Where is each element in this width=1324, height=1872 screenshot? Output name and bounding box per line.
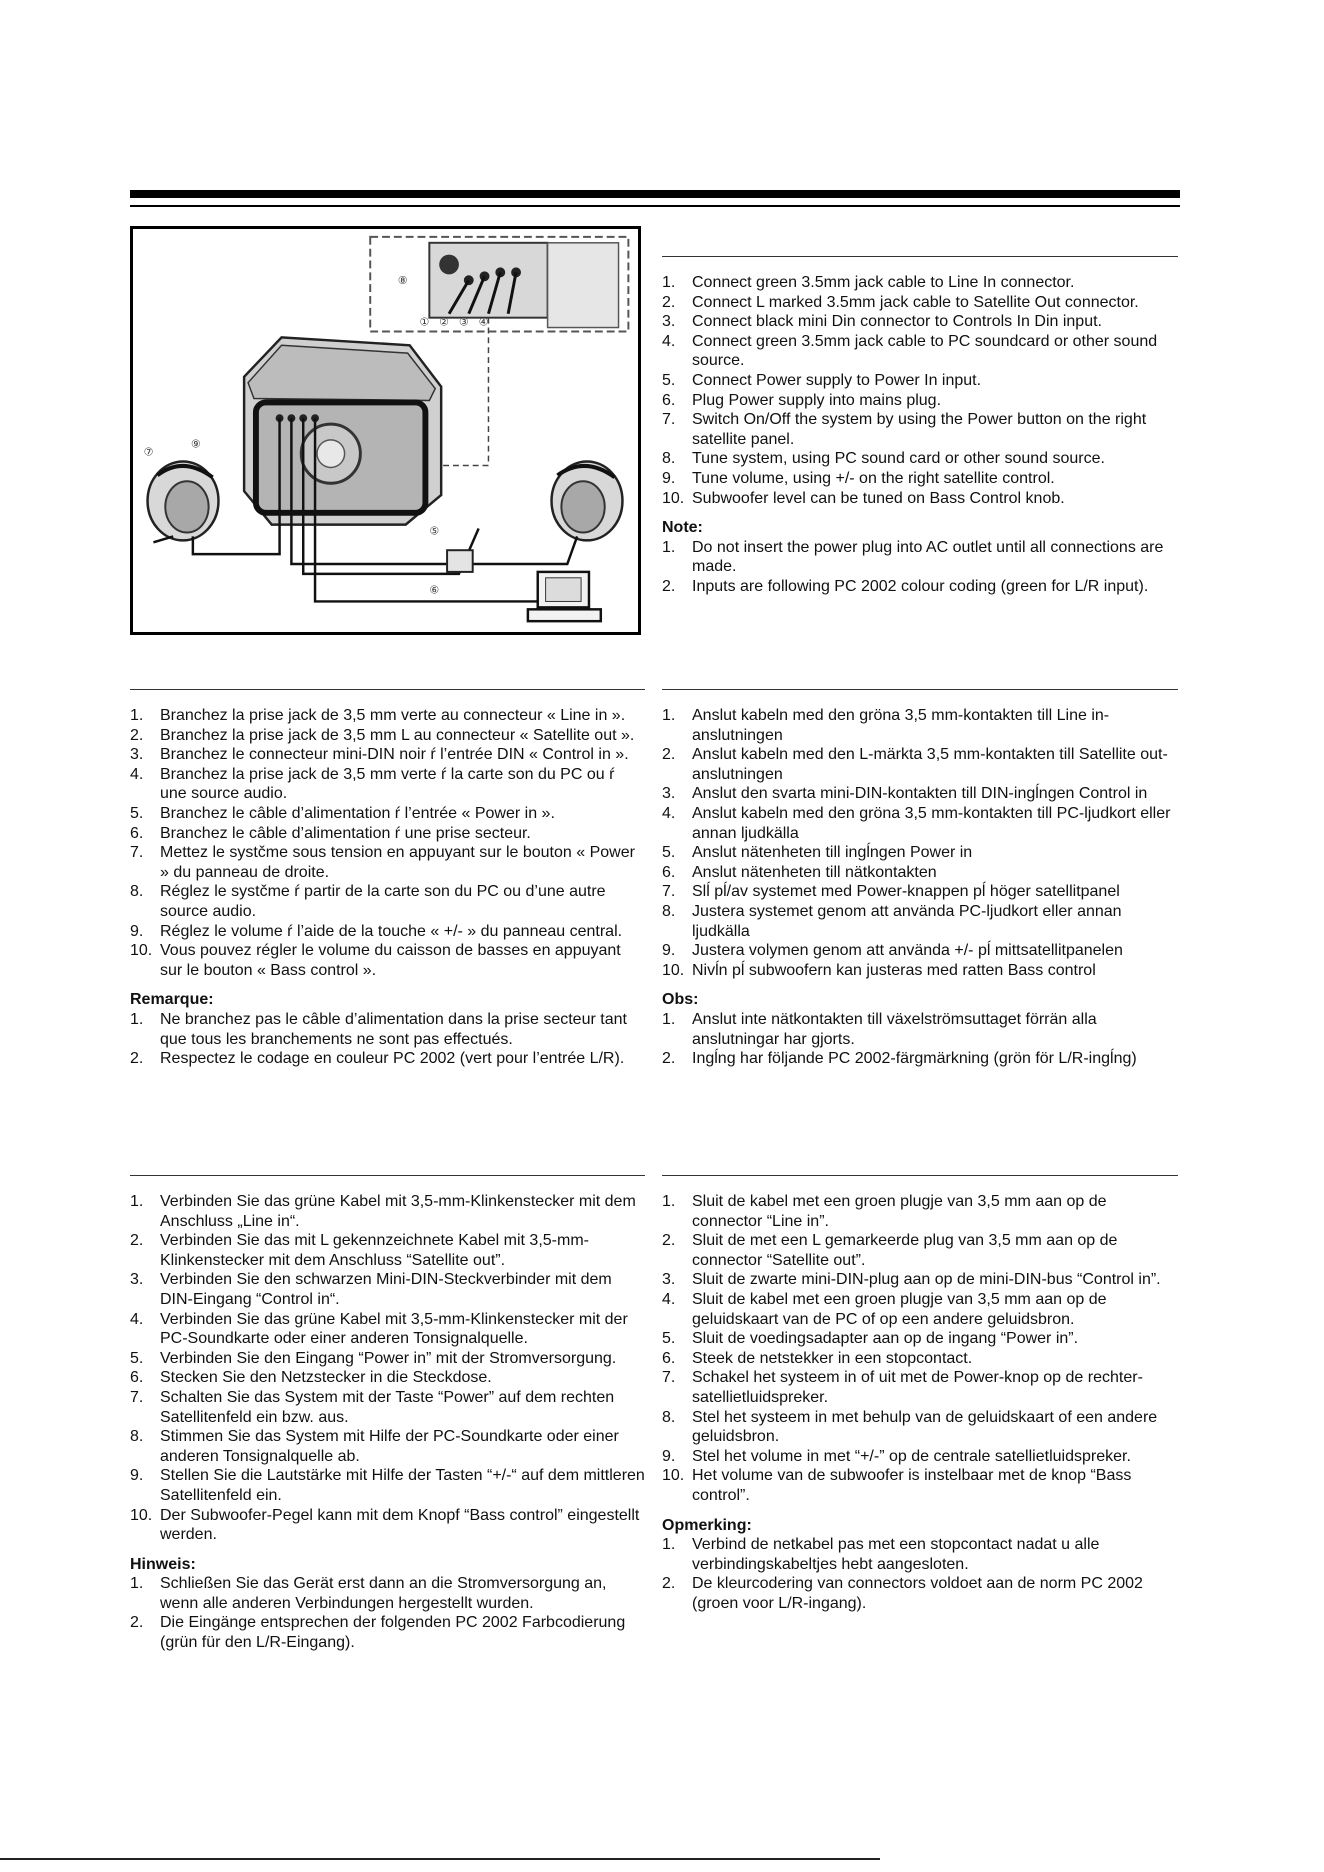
callout-4: ④ xyxy=(478,315,489,329)
list-item: 3. Anslut den svarta mini-DIN-kontakten till DIN-ingĺngen Control in xyxy=(662,785,1148,803)
note-heading: Note: xyxy=(662,519,703,537)
list-item: 5. Connect Power supply to Power In input. xyxy=(662,371,982,389)
list-item: 5. Sluit de voedingsadapter aan op de ingang “Power in”. xyxy=(662,1330,1079,1348)
steps-list xyxy=(662,1192,1178,1506)
list-item: 3. Branchez le connecteur mini-DIN noir ŕ l’entrée DIN « Control in ». xyxy=(130,746,629,764)
footer-rule xyxy=(0,1858,880,1860)
notes-list xyxy=(662,538,1178,597)
list-item: 1. Sluit de kabel met een groen plugje van 3,5 mm aan op de connector “Line in”. xyxy=(662,1193,1107,1230)
steps-list xyxy=(662,706,1178,980)
list-item: 5. Anslut nätenheten till ingĺngen Power in xyxy=(662,844,973,862)
notes-list xyxy=(130,1574,645,1652)
list-item: 4. Branchez la prise jack de 3,5 mm verte ŕ la carte son du PC ou ŕ une source audio. xyxy=(130,765,615,803)
callout-9: ⑨ xyxy=(190,437,201,451)
list-item: 6. Steek de netstekker in een stopcontact. xyxy=(662,1349,973,1367)
list-item: 4. Anslut kabeln med den gröna 3,5 mm-kontakten till PC-ljudkort eller annan ljudkälla xyxy=(662,804,1171,842)
list-item: 4. Connect green 3.5mm jack cable to PC soundcard or other sound source. xyxy=(662,332,1158,370)
list-item: 5. Verbinden Sie den Eingang “Power in” mit der Stromversorgung. xyxy=(130,1349,617,1367)
list-item: 1. Verbind de netkabel pas met een stopcontact nadat u alle verbindingskabeltjes hebt aangesloten. xyxy=(662,1536,1100,1573)
steps-list xyxy=(662,273,1178,508)
list-item: 3. Verbinden Sie den schwarzen Mini-DIN-Steckverbinder mit dem DIN-Eingang “Control in“. xyxy=(130,1271,612,1308)
list-item: 2. Branchez la prise jack de 3,5 mm L au connecteur « Satellite out ». xyxy=(130,726,635,744)
list-item: 8. Réglez le systčme ŕ partir de la carte son du PC ou d’une autre source audio. xyxy=(130,883,606,920)
list-item: 2. De kleurcodering van connectors voldoet aan de norm PC 2002 (groen voor L/R-ingang). xyxy=(662,1575,1143,1612)
note-heading: Remarque: xyxy=(130,991,214,1009)
note-heading: Opmerking: xyxy=(662,1516,752,1534)
section-rule xyxy=(662,256,1178,257)
list-item: 10. Subwoofer level can be tuned on Bass Control knob. xyxy=(662,489,1065,507)
power-adapter xyxy=(447,550,473,572)
callout-7: ⑦ xyxy=(143,445,154,459)
list-item: 1. Schließen Sie das Gerät erst dann an die Stromversorgung an, wenn alle anderen Verbindungen hergestellt wurden. xyxy=(130,1575,607,1612)
list-item: 7. Slĺ pĺ/av systemet med Power-knappen pĺ höger satellitpanel xyxy=(662,883,1120,901)
callout-5: ⑤ xyxy=(429,524,440,538)
list-item: 10. Het volume van de subwoofer is instelbaar met de knop “Bass control”. xyxy=(662,1467,1132,1504)
subwoofer xyxy=(244,337,441,524)
list-item: 2. Connect L marked 3.5mm jack cable to Satellite Out connector. xyxy=(662,293,1139,311)
notes-list xyxy=(662,1535,1178,1613)
list-item: 6. Plug Power supply into mains plug. xyxy=(662,391,942,409)
list-item: 9. Stel het volume in met “+/-” op de centrale satellietluidspreker. xyxy=(662,1447,1131,1465)
section-rule xyxy=(130,1175,645,1176)
list-item: 2. Verbinden Sie das mit L gekennzeichnete Kabel mit 3,5-mm-Klinkenstecker mit dem Anschluss “Satellite out”. xyxy=(130,1232,589,1269)
list-item: 4. Verbinden Sie das grüne Kabel mit 3,5-mm-Klinkenstecker mit der PC-Soundkarte oder einer anderen Tonsignalquelle. xyxy=(130,1310,628,1348)
connector-panel-inset xyxy=(370,237,628,332)
list-item: 1. Verbinden Sie das grüne Kabel mit 3,5-mm-Klinkenstecker mit dem Anschluss „Line in“. xyxy=(130,1193,636,1230)
steps-list xyxy=(130,1192,645,1545)
notes-list xyxy=(130,1010,645,1069)
instructions-french xyxy=(130,689,645,1069)
left-satellite-speaker xyxy=(148,462,219,541)
list-item: 2. Inputs are following PC 2002 colour coding (green for L/R input). xyxy=(662,577,1149,595)
list-item: 7. Switch On/Off the system by using the Power button on the right satellite panel. xyxy=(662,411,1147,448)
list-item: 1. Branchez la prise jack de 3,5 mm verte au connecteur « Line in ». xyxy=(130,707,626,724)
list-item: 4. Sluit de kabel met een groen plugje van 3,5 mm aan op de geluidskaart van de PC of op een andere geluidsbron. xyxy=(662,1290,1107,1328)
instructions-dutch xyxy=(662,1175,1178,1613)
callout-3: ③ xyxy=(458,315,469,329)
list-item: 7. Mettez le systčme sous tension en appuyant sur le bouton « Power » du panneau de droite. xyxy=(130,844,635,881)
header-rule-thick xyxy=(130,190,1180,198)
list-item: 2. Respectez le codage en couleur PC 2002 (vert pour l’entrée L/R). xyxy=(130,1050,625,1068)
list-item: 8. Stel het systeem in met behulp van de geluidskaart of een andere geluidsbron. xyxy=(662,1408,1158,1446)
list-item: 1. Do not insert the power plug into AC outlet until all connections are made. xyxy=(662,538,1164,576)
list-item: 9. Stellen Sie die Lautstärke mit Hilfe der Tasten “+/-“ auf dem mittleren Satellitenfeld ein. xyxy=(130,1467,645,1504)
list-item: 1. Anslut inte nätkontakten till växelströmsuttaget förrän alla anslutningar har gjorts. xyxy=(662,1010,1097,1048)
list-item: 2. Ingĺng har följande PC 2002-färgmärkning (grön för L/R-ingĺng) xyxy=(662,1050,1137,1068)
list-item: 10. Der Subwoofer-Pegel kann mit dem Knopf “Bass control” eingestellt werden. xyxy=(130,1506,640,1544)
callout-6: ⑥ xyxy=(429,583,440,597)
section-rule xyxy=(662,1175,1178,1176)
section-rule xyxy=(662,689,1178,690)
list-item: 8. Justera systemet genom att använda PC-ljudkort eller annan ljudkälla xyxy=(662,902,1122,940)
list-item: 5. Branchez le câble d’alimentation ŕ l’entrée « Power in ». xyxy=(130,804,555,822)
list-item: 9. Tune volume, using +/- on the right satellite control. xyxy=(662,469,1055,487)
list-item: 1. Connect green 3.5mm jack cable to Line In connector. xyxy=(662,274,1075,291)
instructions-english xyxy=(662,256,1178,597)
list-item: 8. Tune system, using PC sound card or other sound source. xyxy=(662,450,1105,468)
header-rule-thin xyxy=(130,205,1180,207)
list-item: 3. Sluit de zwarte mini-DIN-plug aan op de mini-DIN-bus “Control in”. xyxy=(662,1271,1161,1289)
list-item: 1. Ne branchez pas le câble d’alimentation dans la prise secteur tant que tous les branchements ne sont pas effectués. xyxy=(130,1010,627,1048)
list-item: 10. Vous pouvez régler le volume du caisson de basses en appuyant sur le bouton « Bass control ». xyxy=(130,942,621,979)
connection-diagram xyxy=(130,226,641,635)
list-item: 3. Connect black mini Din connector to Controls In Din input. xyxy=(662,313,1102,331)
list-item: 7. Schakel het systeem in of uit met de Power-knop op de rechter-satellietluidspreker. xyxy=(662,1369,1143,1406)
callout-8: ⑧ xyxy=(397,274,408,288)
instructions-german xyxy=(130,1175,645,1653)
instructions-swedish xyxy=(662,689,1178,1069)
callout-2: ② xyxy=(439,315,449,329)
list-item: 7. Schalten Sie das System mit der Taste “Power” auf dem rechten Satellitenfeld ein bzw. aus. xyxy=(130,1388,615,1426)
list-item: 10. Nivĺn pĺ subwoofern kan justeras med ratten Bass control xyxy=(662,961,1096,979)
notes-list xyxy=(662,1010,1178,1069)
list-item: 9. Réglez le volume ŕ l’aide de la touche « +/- » du panneau central. xyxy=(130,922,623,940)
steps-list xyxy=(130,706,645,980)
list-item: 8. Stimmen Sie das System mit Hilfe der PC-Soundkarte oder einer anderen Tonsignalquelle ab. xyxy=(130,1428,619,1465)
list-item: 9. Justera volymen genom att använda +/- pĺ mittsatellitpanelen xyxy=(662,942,1123,960)
list-item: 2. Sluit de met een L gemarkeerde plug van 3,5 mm aan op de connector “Satellite out”. xyxy=(662,1232,1118,1269)
note-heading: Hinweis: xyxy=(130,1555,196,1573)
callout-1: ① xyxy=(419,315,430,329)
list-item: 6. Stecken Sie den Netzstecker in die Steckdose. xyxy=(130,1369,492,1387)
list-item: 1. Anslut kabeln med den gröna 3,5 mm-kontakten till Line in-anslutningen xyxy=(662,707,1110,744)
list-item: 2. Anslut kabeln med den L-märkta 3,5 mm-kontakten till Satellite out-anslutningen xyxy=(662,746,1168,783)
list-item: 6. Anslut nätenheten till nätkontakten xyxy=(662,863,937,881)
note-heading: Obs: xyxy=(662,991,699,1009)
right-satellite-speaker xyxy=(552,462,623,541)
pc-illustration xyxy=(528,572,601,621)
section-rule xyxy=(130,689,645,690)
list-item: 6. Branchez le câble d’alimentation ŕ une prise secteur. xyxy=(130,824,531,842)
list-item: 2. Die Eingänge entsprechen der folgenden PC 2002 Farbcodierung (grün für den L/R-Eingang). xyxy=(130,1614,626,1652)
